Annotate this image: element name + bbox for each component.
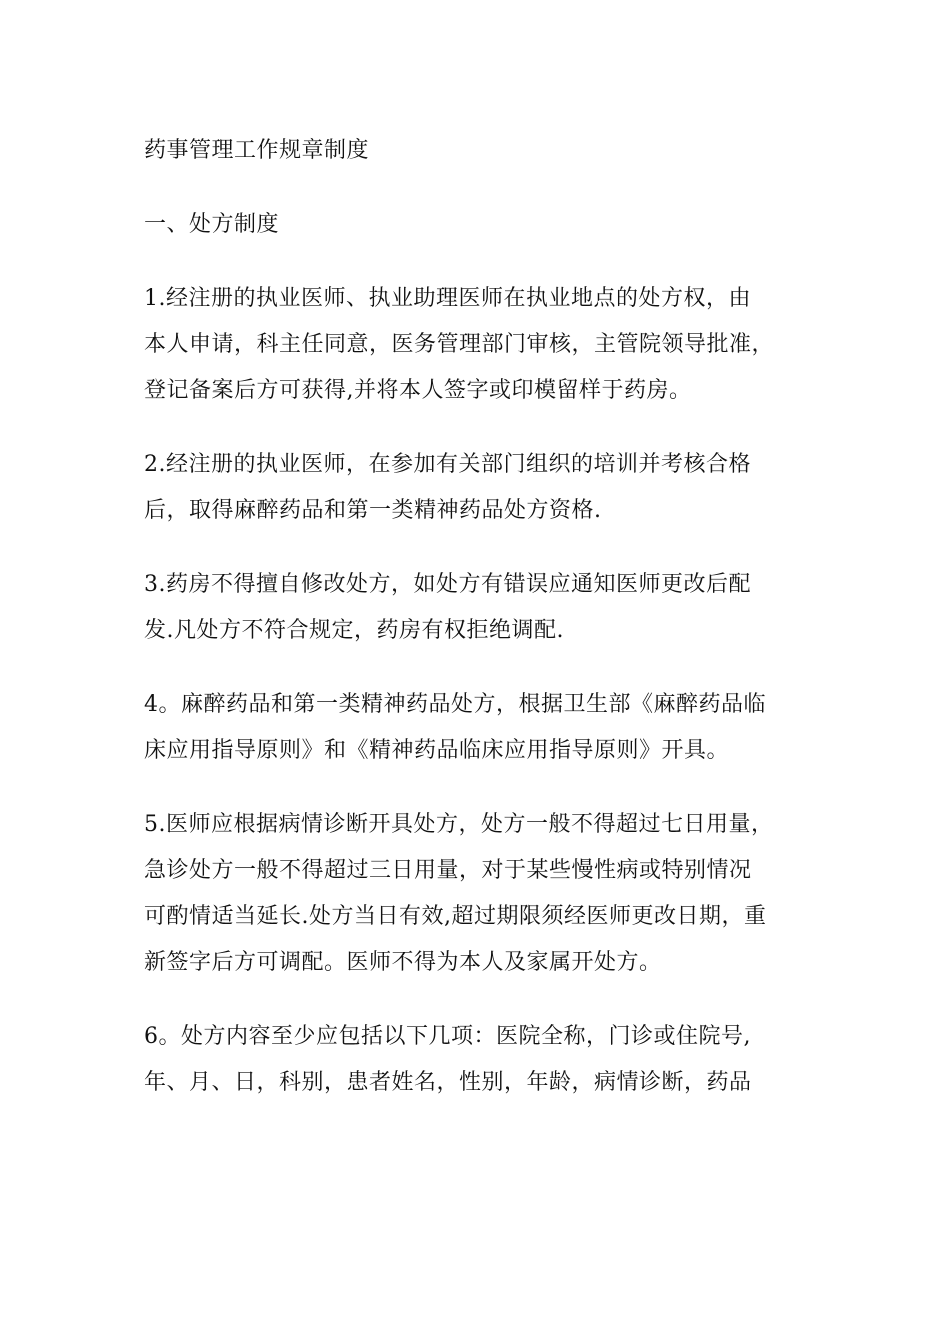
spacer	[144, 986, 812, 1014]
paragraph-2	[144, 442, 812, 534]
paragraph-line: 年、月、日，科别，患者姓名，性别，年龄，病情诊断，药品	[144, 1070, 752, 1095]
section-heading: 一、处方制度	[144, 212, 280, 237]
paragraph-line: 4。麻醉药品和第一类精神药品处方，根据卫生部《麻醉药品临	[144, 692, 766, 717]
paragraph-line: 6。处方内容至少应包括以下几项：医院全称，门诊或住院号,	[144, 1024, 751, 1049]
document-title: 药事管理工作规章制度	[144, 138, 370, 163]
spacer	[144, 414, 812, 442]
spacer	[144, 654, 812, 682]
paragraph-line: 可酌情适当延长.处方当日有效,超过期限须经医师更改日期，重	[144, 904, 767, 929]
paragraph-line: 发.凡处方不符合规定，药房有权拒绝调配.	[144, 618, 564, 643]
document-body	[144, 128, 812, 1106]
paragraph-line: 登记备案后方可获得,并将本人签字或印模留样于药房。	[144, 378, 692, 403]
spacer	[144, 534, 812, 562]
paragraph-line: 1.经注册的执业医师、执业助理医师在执业地点的处方权，由	[144, 286, 751, 311]
spacer	[144, 774, 812, 802]
paragraph-line: 新签字后方可调配。医师不得为本人及家属开处方。	[144, 950, 662, 975]
paragraph-line: 本人申请，科主任同意，医务管理部门审核，主管院领导批准，	[144, 332, 775, 357]
spacer	[144, 248, 812, 276]
paragraph-line: 急诊处方一般不得超过三日用量，对于某些慢性病或特别情况	[144, 858, 752, 883]
paragraph-3	[144, 562, 812, 654]
spacer	[144, 174, 812, 202]
paragraph-line: 3.药房不得擅自修改处方，如处方有错误应通知医师更改后配	[144, 572, 751, 597]
paragraph-5	[144, 802, 812, 986]
paragraph-line: 后，取得麻醉药品和第一类精神药品处方资格.	[144, 498, 602, 523]
paragraph-line: 床应用指导原则》和《精神药品临床应用指导原则》开具。	[144, 738, 730, 763]
paragraph-6	[144, 1014, 812, 1106]
paragraph-line: 5.医师应根据病情诊断开具处方，处方一般不得超过七日用量，	[144, 812, 774, 837]
paragraph-4	[144, 682, 812, 774]
paragraph-1	[144, 276, 812, 414]
paragraph-line: 2.经注册的执业医师，在参加有关部门组织的培训并考核合格	[144, 452, 751, 477]
